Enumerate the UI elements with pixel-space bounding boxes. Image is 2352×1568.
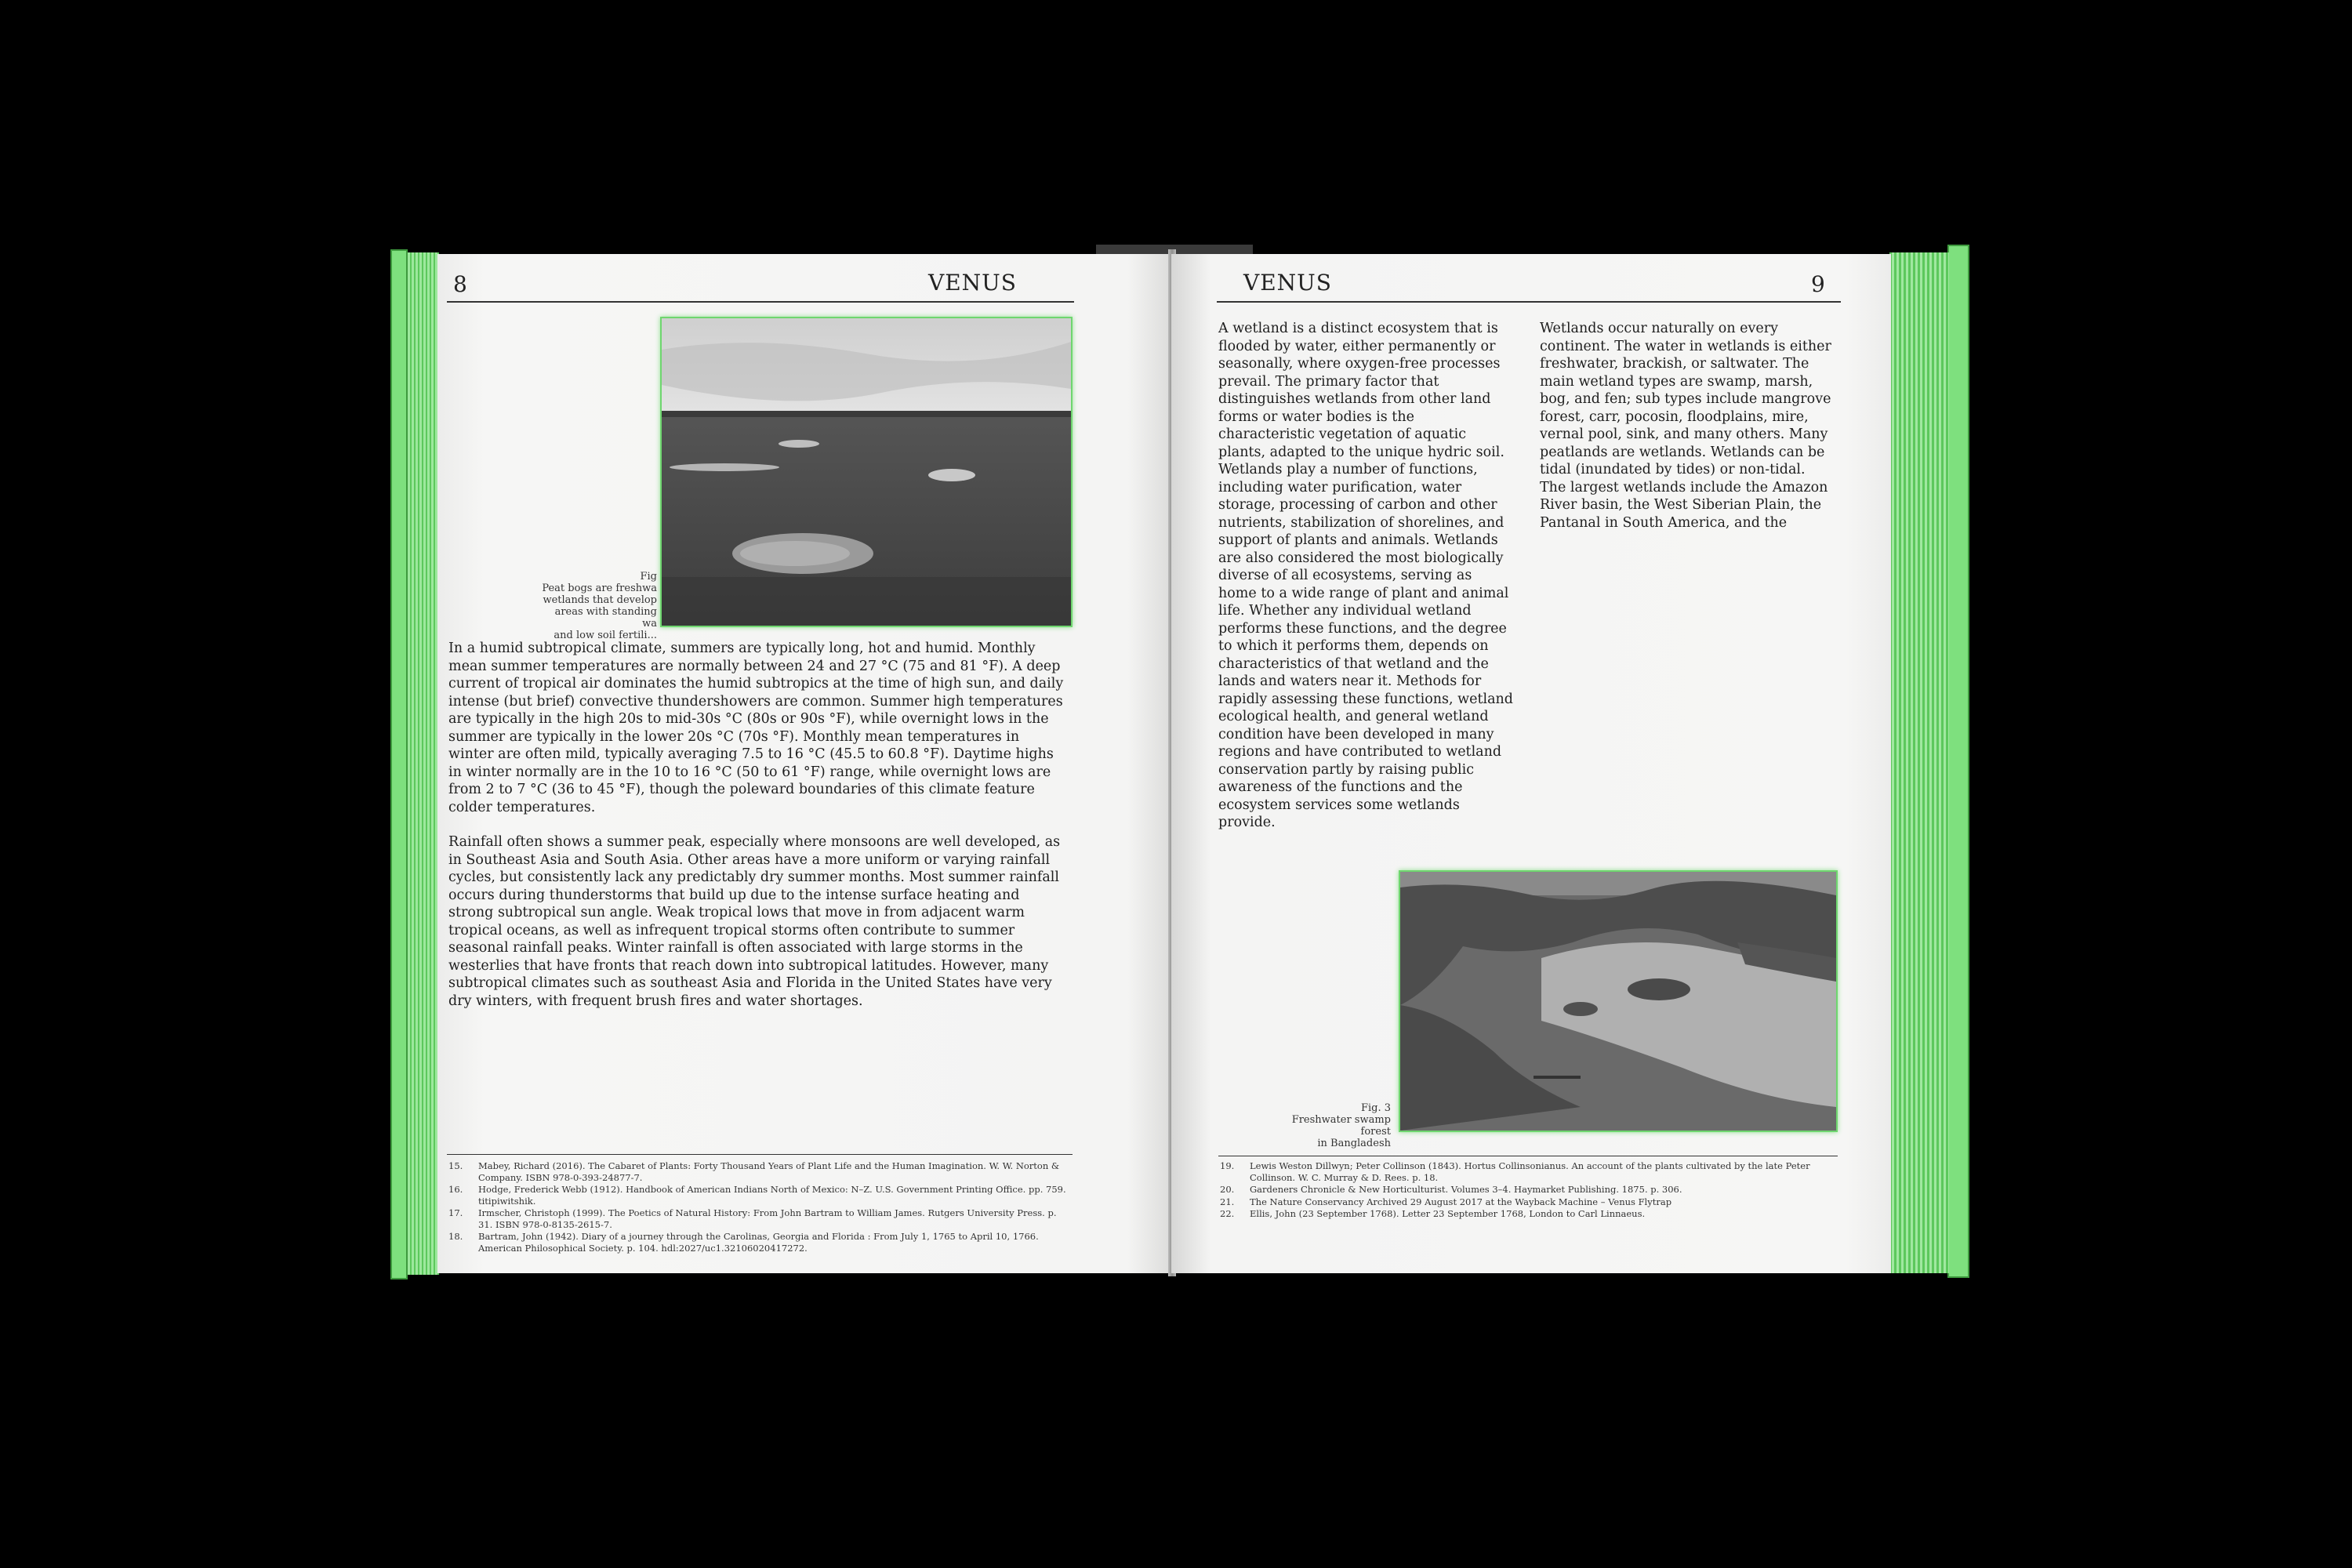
swamp-forest-image xyxy=(1400,872,1836,1131)
footnotes-left xyxy=(448,1160,1068,1254)
footnote: 18. Bartram, John (1942). Diary of a journey through the Carolinas, Georgia and Florida : From July 1, 1765 to April 10, 1766. American Philosophical Society. p. 104. hdl:2027/uc1.32106020417272. xyxy=(448,1231,1039,1254)
footnote: 15. Mabey, Richard (2016). The Cabaret of Plants: Forty Thousand Years of Plant Life and the Human Imagination. W. W. Norton & Company. ISBN 978-0-393-24877-7. xyxy=(448,1160,1060,1183)
peat-bog-photo xyxy=(660,317,1073,627)
paragraph: In a humid subtropical climate, summers are typically long, hot and humid. Monthly mean summer temperatures are normally between 24 and 27 °C (75 and 81 °F). A deep current of tropical air dominates the humid subtropics at the time of high sun, and daily intense (but brief) convective thundershowers are common. Summer high temperatures are typically in the high 20s to mid-30s °C (80s or 90s °F), while overnight lows in the summer are typically in the lower 20s °C (70s °F). Monthly mean temperatures in winter are often mild, typically averaging 7.5 to 16 °C (45.5 to 60.8 °F). Daytime highs in winter normally are in the 10 to 16 °C (50 to 61 °F) range, while overnight lows are from 2 to 7 °C (36 to 45 °F), though the poleward boundaries of this climate feature colder temperatures. xyxy=(448,641,1064,815)
page-number-right: 9 xyxy=(1811,271,1825,297)
footnote: 16. Hodge, Frederick Webb (1912). Handbook of American Indians North of Mexico: N–Z. U.S. Government Printing Office. pp. 759. titipiwitshik. xyxy=(448,1184,1066,1207)
footnote: 17. Irmscher, Christoph (1999). The Poetics of Natural History: From John Bartram to William James. Rutgers University Press. p. 31. ISBN 978-0-8135-2615-7. xyxy=(448,1207,1057,1230)
left-page xyxy=(437,254,1171,1273)
right-page xyxy=(1171,254,1891,1273)
open-book xyxy=(390,245,1963,1281)
footnote: 19. Lewis Weston Dillwyn; Peter Collinson (1843). Hortus Collinsonianus. An account of the plants cultivated by the late Peter Collinson. W. C. Murray & D. Rees. p. 18. xyxy=(1220,1160,1810,1183)
left-cover-edge xyxy=(390,249,408,1279)
right-page-stack xyxy=(1889,252,1949,1273)
figure-caption-right: Fig. 3 Freshwater swamp forest in Bangladesh xyxy=(1291,1102,1391,1149)
header-rule-right xyxy=(1217,301,1841,303)
running-head-right: VENUS xyxy=(1243,270,1332,296)
left-body-text xyxy=(448,640,1068,1027)
right-column-1: A wetland is a distinct ecosystem that is flooded by water, either permanently or seasonally, where oxygen-free processes prevail. The primary factor that distinguishes wetlands from other land forms or water bodies is the characteristic vegetation of aquatic plants, adapted to the unique hydric soil. Wetlands play a number of functions, including water purification, water storage, processing of carbon and other nutrients, stabilization of shorelines, and support of plants and animals. Wetlands are also considered the most biologically diverse of all ecosystems, serving as home to a wide range of plant and animal life. Whether any individual wetland performs these functions, and the degree to which it performs them, depends on characteristics of that wetland and the lands and waters near it. Methods for rapidly assessing these functions, wetland ecological health, and general wetland condition have been developed in many regions and have contributed to wetland conservation partly by raising public awareness of the functions and the ecosystem services some wetlands provide. xyxy=(1218,321,1513,830)
right-column-2: Wetlands occur naturally on every continent. The water in wetlands is either freshwater, brackish, or saltwater. The main wetland types are swamp, marsh, bog, and fen; sub types include mangrove forest, carr, pocosin, floodplains, mire, vernal pool, sink, and many others. Many peatlands are wetlands. Wetlands can be tidal (inundated by tides) or non-tidal. The largest wetlands include the Amazon River basin, the West Siberian Plain, the Pantanal in South America, and the xyxy=(1540,321,1831,531)
figure-caption-left: Fig Peat bogs are freshwa wetlands that develop areas with standing wa and low soil fertili... xyxy=(542,571,657,641)
swamp-forest-photo xyxy=(1399,870,1838,1132)
left-page-stack xyxy=(408,252,439,1275)
paragraph: Rainfall often shows a summer peak, especially where monsoons are well developed, as in Southeast Asia and South Asia. Other areas have a more uniform or varying rainfall cycles, but consistently lack any predictably dry summer months. Most summer rainfall occurs during thunderstorms that build up due to the intense surface heating and strong subtropical sun angle. Weak tropical lows that move in from adjacent warm tropical oceans, as well as infrequent tropical storms often contribute to summer seasonal rainfall peaks. Winter rainfall is often associated with large storms in the westerlies that have fronts that reach down into subtropical latitudes. However, many subtropical climates such as southeast Asia and Florida in the United States have very dry winters, with frequent brush fires and water shortages. xyxy=(448,834,1061,1009)
footnote-rule-left xyxy=(447,1154,1073,1155)
header-rule-left xyxy=(447,301,1074,303)
right-cover-edge xyxy=(1947,245,1969,1278)
footnote: 21. The Nature Conservancy Archived 29 August 2017 at the Wayback Machine – Venus Flytrap xyxy=(1220,1196,1672,1207)
running-head-left: VENUS xyxy=(928,270,1017,296)
footnote: 22. Ellis, John (23 September 1768). Letter 23 September 1768, London to Carl Linnaeus. xyxy=(1220,1208,1646,1219)
footnote: 20. Gardeners Chronicle & New Horticulturist. Volumes 3–4. Haymarket Publishing. 1875. p. 306. xyxy=(1220,1184,1682,1195)
page-number-left: 8 xyxy=(453,271,467,297)
footnotes-right xyxy=(1220,1160,1836,1221)
peat-bog-image xyxy=(662,318,1071,626)
